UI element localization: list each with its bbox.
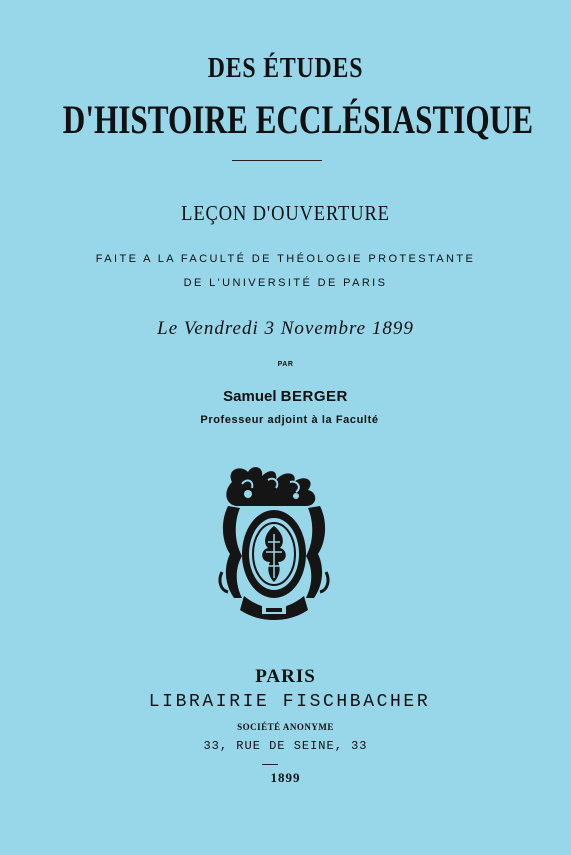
title-line-2: D'HISTOIRE ECCLÉSIASTIQUE (62, 97, 534, 142)
imprint-address: 33, RUE DE SEINE, 33 (203, 739, 368, 753)
author-role: Professeur adjoint à la Faculté (200, 414, 379, 426)
imprint-publisher: LIBRAIRIE FISCHBACHER (148, 692, 431, 712)
lecture-date: Le Vendredi 3 Novembre 1899 (157, 318, 414, 339)
imprint-city: PARIS (255, 666, 316, 687)
title-divider (232, 160, 322, 161)
imprint-year: 1899 (270, 770, 301, 785)
printer-device-emblem-icon (218, 462, 330, 622)
author-last-name: BERGER (280, 388, 348, 405)
imprint-divider (262, 764, 278, 765)
byline-par: PAR (277, 361, 294, 368)
lecture-context-line-1: FAITE A LA FACULTÉ DE THÉOLOGIE PROTESTANTE (95, 253, 476, 265)
lecture-heading: LEÇON D'OUVERTURE (181, 201, 390, 225)
lecture-context-line-2: DE L'UNIVERSITÉ DE PARIS (183, 277, 388, 289)
imprint-company: SOCIÉTÉ ANONYME (237, 722, 334, 732)
author-name (0, 388, 571, 405)
title-line-1: DES ÉTUDES (207, 52, 364, 84)
author-first-name: Samuel (223, 388, 277, 405)
